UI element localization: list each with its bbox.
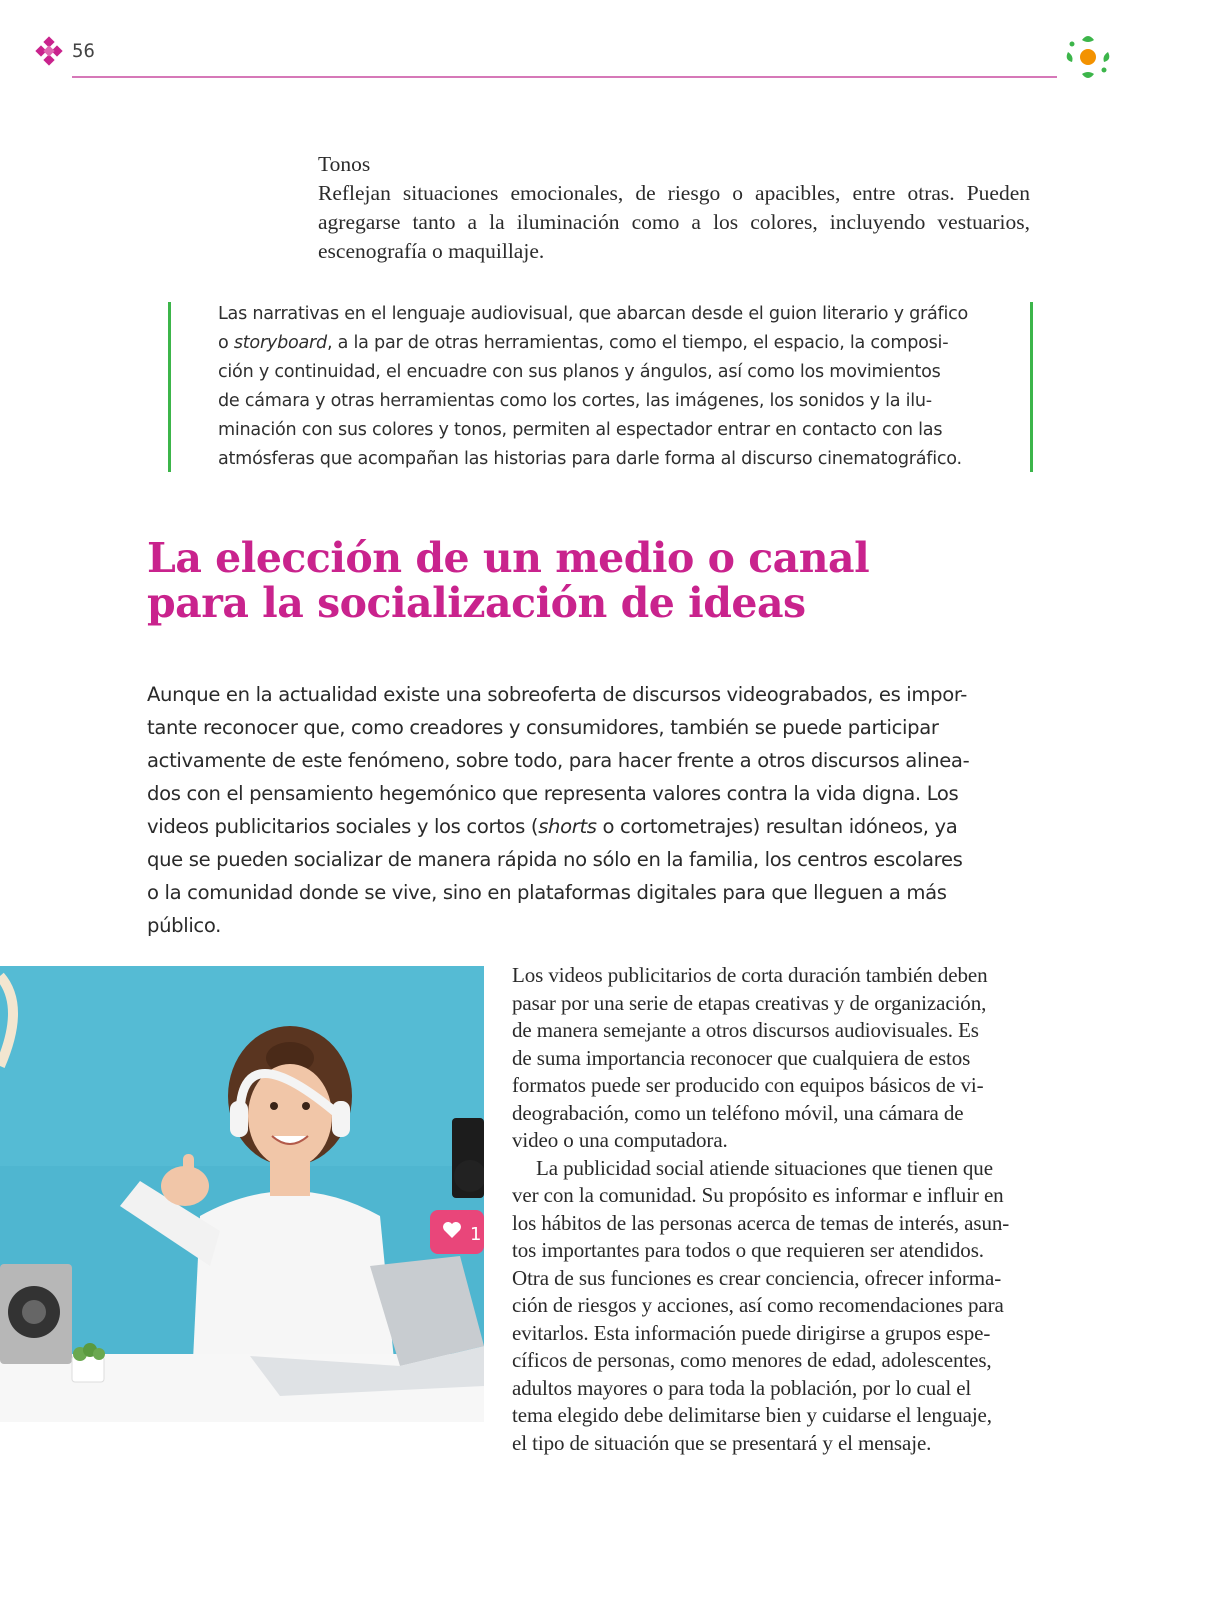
tonos-text: Reflejan situaciones emocionales, de riesgo o apacibles, entre otras. Pueden agregarse tanto a la iluminación como a los colores, incluyendo vestuarios, escenografía o maquillaje. (318, 181, 1030, 263)
like-count: 1 (470, 1224, 482, 1245)
quote-line-rest: , a la par de otras herramientas, como el tiempo, el espacio, la composi- (326, 333, 949, 353)
column-line: adultos mayores o para toda la población, por lo cual el (512, 1375, 972, 1400)
column-line: pasar por una serie de etapas creativas y de organización, (512, 990, 987, 1015)
column-line: deograbación, como un teléfono móvil, una cámara de (512, 1100, 964, 1125)
quote-bar-left (168, 302, 171, 472)
quote-line-prefix: o (218, 333, 234, 353)
tonos-block (318, 150, 1030, 266)
column-line: los hábitos de las personas acerca de temas de interés, asun- (512, 1210, 1010, 1235)
paragraph-line: que se pueden socializar de manera rápida no sólo en la familia, los centros escolares (147, 848, 963, 871)
paragraph-line: tante reconocer que, como creadores y consumidores, también se puede participar (147, 716, 939, 739)
section-title-line2: para la socialización de ideas (147, 579, 806, 627)
page-emblem-icon (34, 36, 64, 66)
column-line: ción de riesgos y acciones, así como recomendaciones para (512, 1293, 1004, 1317)
paragraph-line-shorts (147, 810, 992, 843)
column-line: tos importantes para todos o que requieren ser atendidos. (512, 1238, 984, 1262)
section-title-line1: La elección de un medio o canal (147, 534, 870, 582)
column-line: formatos puede ser producido con equipos básicos de vi- (512, 1073, 984, 1097)
intro-paragraph (147, 678, 992, 942)
page-number: 56 (72, 40, 95, 62)
section-title (147, 536, 869, 626)
paragraph-fragment: o cortometrajes) resultan idóneos, ya (596, 815, 958, 838)
quote-line: minación con sus colores y tonos, permiten al espectador entrar en contacto con las (218, 420, 943, 440)
column-line: ver con la comunidad. Su propósito es informar e influir en (512, 1183, 1004, 1207)
column-line: tema elegido debe delimitarse bien y cuidarse el lenguaje, (512, 1403, 992, 1427)
paragraph-fragment: videos publicitarios sociales y los cortos ( (147, 815, 539, 838)
quote-line: atmósferas que acompañan las historias para darle forma al discurso cinematográfico. (218, 449, 962, 469)
quote-line: Las narrativas en el lenguaje audiovisual, que abarcan desde el guion literario y gráfico (218, 304, 969, 324)
quote-line: de cámara y otras herramientas como los cortes, las imágenes, los sonidos y la ilu- (218, 391, 932, 411)
column-line: video o una computadora. (512, 1128, 728, 1152)
paragraph-line: Aunque en la actualidad existe una sobreoferta de discursos videograbados, es impor- (147, 683, 968, 706)
column-line: Los videos publicitarios de corta duración también deben (512, 963, 988, 987)
header-rule (72, 76, 1057, 78)
photo-illustration (0, 966, 484, 1422)
column-line: cíficos de personas, como menores de edad, adolescentes, (512, 1348, 992, 1372)
tonos-heading: Tonos (318, 152, 371, 176)
column-line: de suma importancia reconocer que cualquiera de estos (512, 1045, 971, 1070)
column-line: el tipo de situación que se presentará y el mensaje. (512, 1430, 932, 1455)
column-line: La publicidad social atiende situaciones que tienen que (536, 1155, 993, 1180)
quote-line-storyboard (218, 329, 986, 358)
column-line: Otra de sus funciones es crear conciencia, ofrecer informa- (512, 1265, 1002, 1290)
corner-logo-icon (1062, 30, 1114, 84)
column-line: de manera semejante a otros discursos audiovisuales. Es (512, 1018, 979, 1042)
paragraph-line: o la comunidad donde se vive, sino en plataformas digitales para que lleguen a más (147, 881, 947, 904)
paragraph-line: activamente de este fenómeno, sobre todo, para hacer frente a otros discursos alinea- (147, 749, 970, 772)
column-line: evitarlos. Esta información puede dirigirse a grupos espe- (512, 1320, 991, 1345)
shorts-term: shorts (538, 815, 597, 838)
narrative-quote (218, 300, 986, 474)
quote-bar-right (1030, 302, 1033, 472)
storyboard-term: storyboard (233, 333, 327, 353)
quote-line: ción y continuidad, el encuadre con sus planos y ángulos, así como los movimientos (218, 362, 941, 382)
paragraph-line: público. (147, 914, 222, 937)
girl-vlogging-photo (0, 966, 484, 1422)
paragraph-line: dos con el pensamiento hegemónico que representa valores contra la vida digna. Los (147, 782, 959, 805)
column-paragraphs (512, 962, 1057, 1457)
